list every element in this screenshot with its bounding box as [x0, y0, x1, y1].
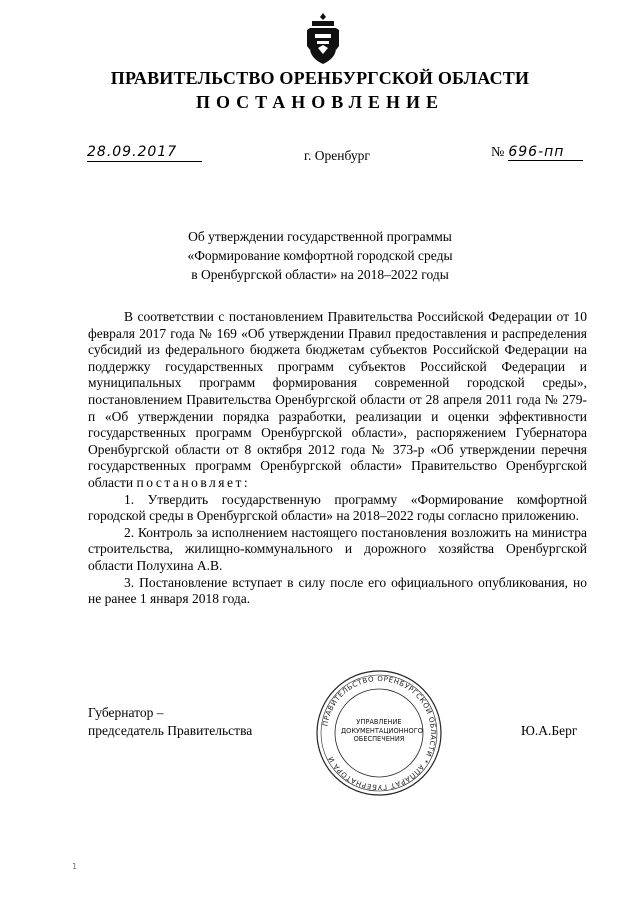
document-body — [88, 309, 587, 608]
subject-line: Об утверждении государственной программы — [188, 229, 452, 244]
signatory-title — [88, 704, 252, 740]
document-date: 28.09.2017 — [87, 144, 202, 162]
stamp-line: ОБЕСПЕЧЕНИЯ — [353, 735, 405, 743]
subject-line: в Оренбургской области» на 2018–2022 годы — [191, 267, 449, 282]
stamp-line: ДОКУМЕНТАЦИОННОГО — [341, 726, 423, 735]
document-subject — [0, 227, 640, 284]
signatory-title-line: Губернатор – — [88, 705, 164, 720]
item-paragraph: 3. Постановление вступает в силу после его официального опубликования, но не ранее 1 января 2018 года. — [88, 574, 587, 607]
coat-of-arms-icon — [306, 12, 340, 66]
resolves-word: постановляет: — [136, 474, 251, 490]
number-label: № — [491, 145, 505, 160]
stamp-line: УПРАВЛЕНИЕ — [356, 718, 402, 726]
item-paragraph: 2. Контроль за исполнением настоящего постановления возложить на министра строительства, жилищно-коммунального и дорожного хозяйства Оренбургской области Полухина А.В. — [88, 524, 587, 573]
preamble-text: В соответствии с постановлением Правительства Российской Федерации от 10 февраля 2017 года № 169 «Об утверждении Правил предоставления и распределения субсидий из федерального бюджета бюджетам субъектов Российской Федерации на поддержку государственных программ субъектов Российской Федерации и муниципальных программ формирования современной городской среды», постановлением Правительства Оренбургской области от 28 апреля 2011 года № 279-п «Об утверждении порядка разработки, реализации и оценки эффективности государственных программ Оренбургской области», распоряжением Губернатора Оренбургской области от 8 октября 2012 года № 373-р «Об утверждении перечня государственных программ Оренбургской области» Правительство Оренбургской области — [88, 309, 587, 490]
preamble-paragraph — [88, 309, 587, 492]
stamp-ring-text: ПРАВИТЕЛЬСТВО ОРЕНБУРГСКОЙ ОБЛАСТИ * АППАРАТ ГУБЕРНАТОРА И — [321, 674, 438, 792]
footer-mark: 1 — [72, 862, 78, 871]
signatory-title-line: председатель Правительства — [88, 723, 253, 738]
signatory-name: Ю.А.Берг — [521, 723, 578, 738]
stamp-center-text — [341, 718, 423, 744]
document-city: г. Оренбург — [304, 148, 370, 163]
organization-title: ПРАВИТЕЛЬСТВО ОРЕНБУРГСКОЙ ОБЛАСТИ — [110, 68, 530, 88]
number-value: 696-пп — [508, 144, 583, 161]
subject-line: «Формирование комфортной городской среды — [187, 248, 453, 263]
item-paragraph: 1. Утвердить государственную программу «Формирование комфортной городской среды в Оренбургской области» на 2018–2022 годы согласно приложению. — [88, 491, 587, 524]
document-type: ПОСТАНОВЛЕНИЕ — [195, 92, 445, 112]
document-number — [491, 144, 583, 161]
